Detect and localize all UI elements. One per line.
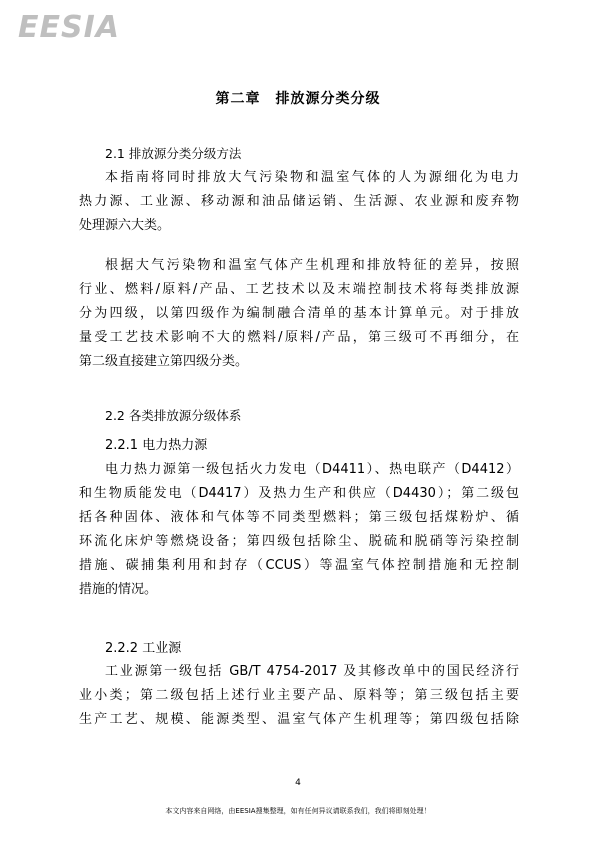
text-line: 环流化床炉等燃烧设备；第四级包括除尘、脱硫和脱硝等污染控制	[79, 534, 519, 549]
eesia-logo: EESIA	[18, 10, 120, 45]
section-2-1-heading: 2.1 排放源分类分级方法	[105, 146, 242, 161]
text-line: 量受工艺技术影响不大的燃料/原料/产品，第三级可不再细分，在	[79, 330, 519, 345]
section-2-2-2-paragraph	[79, 660, 519, 732]
text-line: 根据大气污染物和温室气体产生机理和排放特征的差异，按照	[105, 258, 519, 273]
section-2-2-2-heading: 2.2.2 工业源	[105, 641, 182, 656]
text-line: 措施、碳捕集利用和封存（CCUS）等温室气体控制措施和无控制	[79, 558, 519, 573]
text-line: 本指南将同时排放大气污染物和温室气体的人为源细化为电力	[105, 170, 519, 185]
section-2-2-1-paragraph	[79, 458, 519, 602]
text-line: 生产工艺、规模、能源类型、温室气体产生机理等；第四级包括除	[79, 712, 519, 727]
section-2-1-paragraph-1	[79, 166, 519, 238]
footer-notice: 本文内容来自网络，由EESIA搜集整理，如有任何异议请联系我们，我们将即刻处理！	[165, 807, 431, 815]
text-line: 电力热力源第一级包括火力发电（D4411）、热电联产（D4412）	[105, 462, 519, 477]
chapter-title: 第二章 排放源分类分级	[215, 91, 381, 107]
section-2-1-paragraph-2	[79, 254, 519, 374]
text-line: 分为四级，以第四级作为编制融合清单的基本计算单元。对于排放	[79, 306, 519, 321]
text-line: 处理源六大类。	[79, 218, 171, 233]
text-line: 第二级直接建立第四级分类。	[79, 354, 249, 369]
text-line: 和生物质能发电（D4417）及热力生产和供应（D4430）；第二级包	[79, 486, 519, 501]
section-2-2-1-heading: 2.2.1 电力热力源	[105, 438, 208, 453]
text-line: 行业、燃料/原料/产品、工艺技术以及末端控制技术将每类排放源	[79, 282, 519, 297]
section-2-2-heading: 2.2 各类排放源分级体系	[105, 408, 242, 423]
text-line: 措施的情况。	[79, 582, 158, 597]
text-line: 括各种固体、液体和气体等不同类型燃料；第三级包括煤粉炉、循	[79, 510, 519, 525]
page-number: 4	[295, 778, 301, 788]
text-line: 工业源第一级包括 GB/T 4754-2017 及其修改单中的国民经济行	[105, 664, 519, 679]
text-line: 业小类；第二级包括上述行业主要产品、原料等；第三级包括主要	[79, 688, 519, 703]
text-line: 热力源、工业源、移动源和油品储运销、生活源、农业源和废弃物	[79, 194, 519, 209]
